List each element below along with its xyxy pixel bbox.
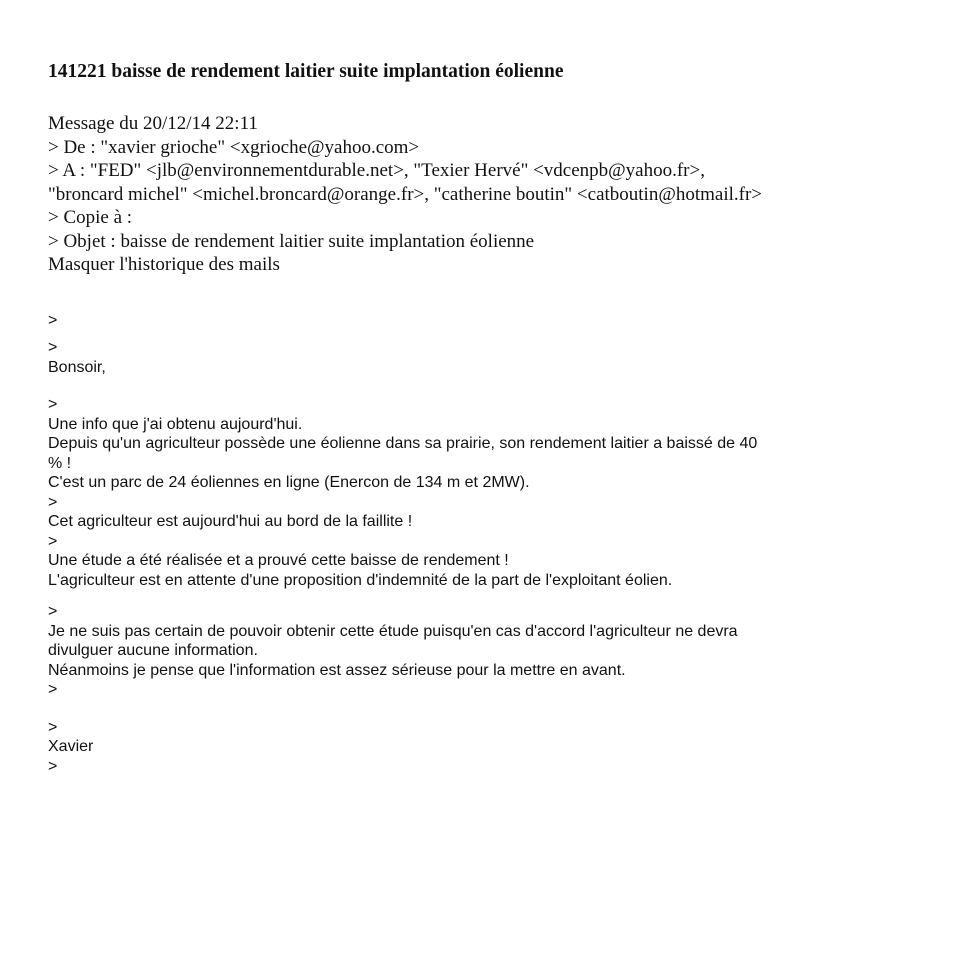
body-paragraph-continued: % ! (48, 454, 72, 472)
subject-line: > Objet : baisse de rendement laitier suite implantation éolienne (48, 230, 535, 252)
signature: Xavier (48, 738, 94, 755)
body-paragraph: Une étude a été réalisée et a prouvé cette baisse de rendement ! (48, 552, 509, 569)
body-paragraph-continued: divulguer aucune information. (48, 642, 258, 659)
greeting: Bonsoir, (48, 358, 106, 376)
document-title: 141221 baisse de rendement laitier suite implantation éolienne (48, 61, 564, 82)
to-line: > A : "FED" <jlb@environnementdurable.net>, "Texier Hervé" <vdcenpb@yahoo.fr>, (48, 160, 705, 181)
quote-marker: > (48, 718, 58, 736)
to-line-continued: "broncard michel" <michel.broncard@orange.fr>, "catherine boutin" <catboutin@hotmail.fr> (48, 183, 763, 205)
body-paragraph: C'est un parc de 24 éoliennes en ligne (Enercon de 134 m et 2MW). (48, 474, 530, 491)
quote-marker: > (48, 339, 58, 356)
quote-marker: > (48, 532, 58, 550)
hide-history-link[interactable]: Masquer l'historique des mails (48, 254, 280, 275)
quote-marker: > (48, 603, 58, 620)
email-body (48, 311, 958, 777)
quote-marker: > (48, 493, 58, 511)
quote-marker: > (48, 396, 58, 413)
body-paragraph: Cet agriculteur est aujourd'hui au bord de la faillite ! (48, 513, 413, 530)
email-header (48, 112, 958, 277)
message-date: Message du 20/12/14 22:11 (48, 113, 258, 134)
body-paragraph: L'agriculteur est en attente d'une proposition d'indemnité de la part de l'exploitant éolien. (48, 571, 673, 589)
body-paragraph: Je ne suis pas certain de pouvoir obtenir cette étude puisqu'en cas d'accord l'agriculteur ne devra (48, 622, 738, 640)
quote-marker: > (48, 757, 58, 775)
quote-marker: > (48, 311, 58, 329)
body-paragraph: Une info que j'ai obtenu aujourd'hui. (48, 415, 303, 433)
body-paragraph: Néanmoins je pense que l'information est assez sérieuse pour la mettre en avant. (48, 661, 626, 679)
body-paragraph: Depuis qu'un agriculteur possède une éolienne dans sa prairie, son rendement laitier a baissé de 40 (48, 435, 758, 452)
quote-marker: > (48, 681, 58, 698)
from-line: > De : "xavier grioche" <xgrioche@yahoo.com> (48, 136, 420, 158)
document-page (48, 60, 958, 776)
cc-line: > Copie à : (48, 207, 133, 228)
